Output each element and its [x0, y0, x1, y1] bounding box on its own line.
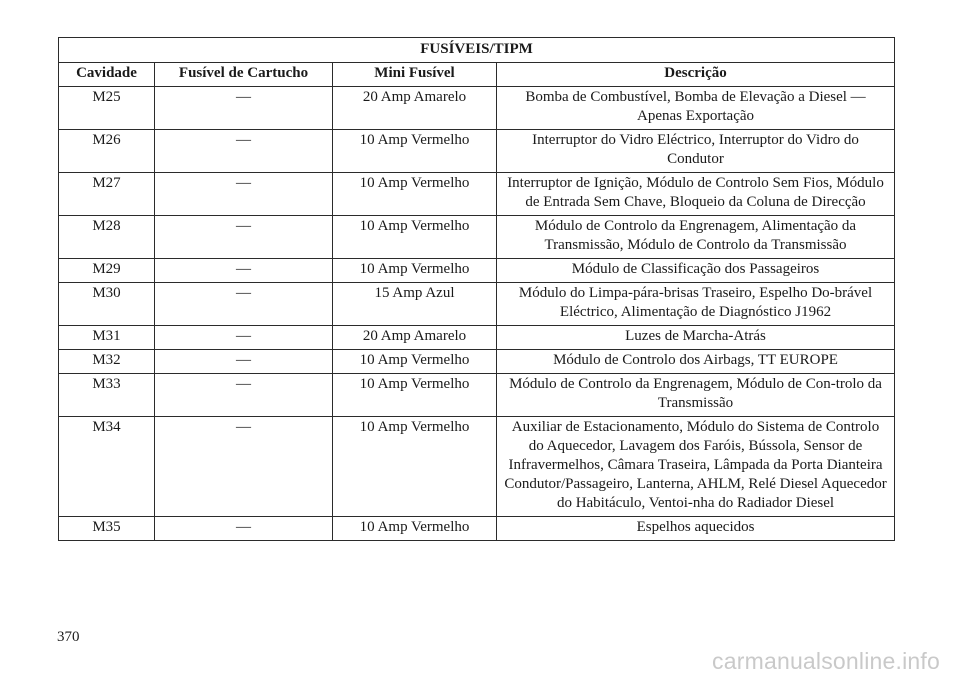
cell-cavidade: M30 — [59, 283, 155, 326]
cell-cartucho: — — [155, 326, 333, 350]
cell-cavidade: M29 — [59, 259, 155, 283]
table-row — [59, 173, 895, 216]
cell-cavidade: M33 — [59, 374, 155, 417]
table-row — [59, 374, 895, 417]
table-row — [59, 259, 895, 283]
cell-descricao: Módulo de Classificação dos Passageiros — [497, 259, 895, 283]
cell-mini: 10 Amp Vermelho — [333, 216, 497, 259]
table-row — [59, 417, 895, 517]
cell-descricao: Módulo do Limpa-pára-brisas Traseiro, Espelho Do-brável Eléctrico, Alimentação de Diagnóstico J1962 — [497, 283, 895, 326]
cell-descricao: Bomba de Combustível, Bomba de Elevação a Diesel — Apenas Exportação — [497, 87, 895, 130]
cell-mini: 10 Amp Vermelho — [333, 259, 497, 283]
fuse-table — [58, 37, 895, 541]
cell-cartucho: — — [155, 87, 333, 130]
table-row — [59, 87, 895, 130]
cell-mini: 10 Amp Vermelho — [333, 417, 497, 517]
table-title: FUSÍVEIS/TIPM — [59, 38, 895, 63]
cell-cavidade: M27 — [59, 173, 155, 216]
cell-cavidade: M34 — [59, 417, 155, 517]
cell-mini: 10 Amp Vermelho — [333, 173, 497, 216]
cell-cartucho: — — [155, 173, 333, 216]
cell-mini: 10 Amp Vermelho — [333, 350, 497, 374]
header-mini-fusivel: Mini Fusível — [333, 63, 497, 87]
cell-cavidade: M26 — [59, 130, 155, 173]
cell-cavidade: M35 — [59, 517, 155, 541]
cell-mini: 10 Amp Vermelho — [333, 374, 497, 417]
cell-mini: 10 Amp Vermelho — [333, 517, 497, 541]
cell-cartucho: — — [155, 374, 333, 417]
cell-descricao: Espelhos aquecidos — [497, 517, 895, 541]
table-row — [59, 283, 895, 326]
cell-descricao: Interruptor do Vidro Eléctrico, Interruptor do Vidro do Condutor — [497, 130, 895, 173]
table-row — [59, 517, 895, 541]
cell-cartucho: — — [155, 350, 333, 374]
header-cavidade: Cavidade — [59, 63, 155, 87]
table-row — [59, 216, 895, 259]
cell-cavidade: M25 — [59, 87, 155, 130]
cell-descricao: Auxiliar de Estacionamento, Módulo do Sistema de Controlo do Aquecedor, Lavagem dos Faróis, Bússola, Sensor de Infravermelhos, Câmara Traseira, Lâmpada da Porta Dianteira Condutor/Passageiro, Lanterna, AHLM, Relé Diesel Aquecedor do Habitáculo, Ventoi-nha do Radiador Diesel — [497, 417, 895, 517]
table-title-row — [59, 38, 895, 63]
page-number: 370 — [57, 629, 80, 645]
table-row — [59, 326, 895, 350]
table-row — [59, 350, 895, 374]
table-header-row — [59, 63, 895, 87]
cell-descricao: Interruptor de Ignição, Módulo de Controlo Sem Fios, Módulo de Entrada Sem Chave, Bloqueio da Coluna de Direcção — [497, 173, 895, 216]
cell-mini: 15 Amp Azul — [333, 283, 497, 326]
cell-cavidade: M32 — [59, 350, 155, 374]
table-body — [59, 87, 895, 541]
cell-mini: 20 Amp Amarelo — [333, 87, 497, 130]
cell-descricao: Módulo de Controlo dos Airbags, TT EUROPE — [497, 350, 895, 374]
cell-cartucho: — — [155, 417, 333, 517]
cell-cartucho: — — [155, 216, 333, 259]
cell-descricao: Módulo de Controlo da Engrenagem, Alimentação da Transmissão, Módulo de Controlo da Transmissão — [497, 216, 895, 259]
cell-cartucho: — — [155, 130, 333, 173]
cell-cartucho: — — [155, 259, 333, 283]
cell-cartucho: — — [155, 517, 333, 541]
cell-cartucho: — — [155, 283, 333, 326]
table-row — [59, 130, 895, 173]
cell-mini: 20 Amp Amarelo — [333, 326, 497, 350]
cell-cavidade: M31 — [59, 326, 155, 350]
cell-descricao: Luzes de Marcha-Atrás — [497, 326, 895, 350]
cell-cavidade: M28 — [59, 216, 155, 259]
watermark: carmanualsonline.info — [712, 648, 940, 674]
cell-descricao: Módulo de Controlo da Engrenagem, Módulo de Con-trolo da Transmissão — [497, 374, 895, 417]
header-fusivel-cartucho: Fusível de Cartucho — [155, 63, 333, 87]
cell-mini: 10 Amp Vermelho — [333, 130, 497, 173]
header-descricao: Descrição — [497, 63, 895, 87]
